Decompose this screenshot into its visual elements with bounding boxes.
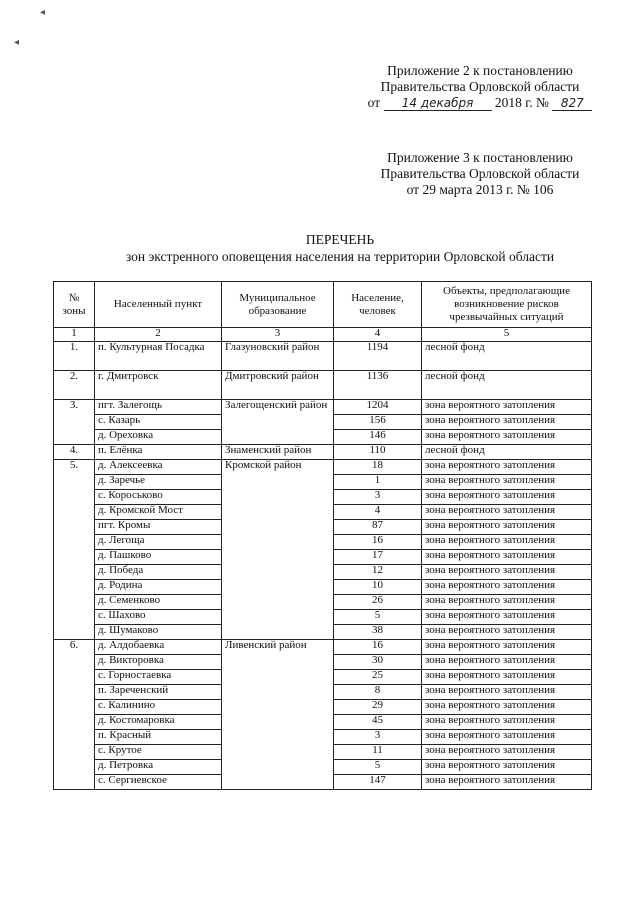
risk-object-cell: зона вероятного затопления — [422, 715, 592, 730]
municipality-cell: Ливенский район — [222, 640, 334, 790]
municipality-cell: Знаменский район — [222, 445, 334, 460]
zones-table — [53, 281, 592, 790]
table-row — [54, 445, 592, 460]
index-cell: 4 — [334, 328, 422, 342]
population-cell: 1204 — [334, 400, 422, 415]
appendix-new-line2: Правительства Орловской области — [380, 79, 580, 94]
risk-object-cell: зона вероятного затопления — [422, 490, 592, 505]
population-cell: 3 — [334, 730, 422, 745]
locality-cell: д. Шумаково — [95, 625, 222, 640]
population-cell: 110 — [334, 445, 422, 460]
appendix-new-header — [350, 63, 610, 111]
index-cell: 3 — [222, 328, 334, 342]
appendix-new-year: 2018 г. № — [494, 95, 549, 110]
risk-object-cell: зона вероятного затопления — [422, 520, 592, 535]
header-zone-no: № зоны — [54, 282, 95, 328]
risk-object-cell: зона вероятного затопления — [422, 685, 592, 700]
zone-number-cell: 5. — [54, 460, 95, 640]
population-cell: 30 — [334, 655, 422, 670]
locality-cell: д. Легоща — [95, 535, 222, 550]
risk-object-cell: зона вероятного затопления — [422, 580, 592, 595]
index-cell: 2 — [95, 328, 222, 342]
appendix-old-line1: Приложение 3 к постановлению — [387, 150, 573, 165]
table-header-row — [54, 282, 592, 328]
risk-object-cell: зона вероятного затопления — [422, 535, 592, 550]
risk-object-cell: зона вероятного затопления — [422, 460, 592, 475]
population-cell: 25 — [334, 670, 422, 685]
risk-object-cell: зона вероятного затопления — [422, 415, 592, 430]
population-cell: 17 — [334, 550, 422, 565]
population-cell: 3 — [334, 490, 422, 505]
title-heading: ПЕРЕЧЕНЬ — [305, 232, 375, 247]
locality-cell: д. Кромской Мост — [95, 505, 222, 520]
population-cell: 146 — [334, 430, 422, 445]
municipality-cell: Залегощенский район — [222, 400, 334, 445]
zone-number-cell: 3. — [54, 400, 95, 445]
population-cell: 12 — [334, 565, 422, 580]
locality-cell: д. Викторовка — [95, 655, 222, 670]
locality-cell: с. Горностаевка — [95, 670, 222, 685]
population-cell: 1136 — [334, 371, 422, 400]
risk-object-cell: зона вероятного затопления — [422, 505, 592, 520]
population-cell: 11 — [334, 745, 422, 760]
locality-cell: п. Зареченский — [95, 685, 222, 700]
population-cell: 8 — [334, 685, 422, 700]
population-cell: 1194 — [334, 342, 422, 371]
population-cell: 10 — [334, 580, 422, 595]
table-row — [54, 371, 592, 400]
locality-cell: п. Елёнка — [95, 445, 222, 460]
header-population: Население, человек — [334, 282, 422, 328]
appendix-new-line3 — [350, 95, 610, 111]
municipality-cell: Глазуновский район — [222, 342, 334, 371]
locality-cell: д. Петровка — [95, 760, 222, 775]
locality-cell: с. Крутое — [95, 745, 222, 760]
appendix-old-line3: от 29 марта 2013 г. № 106 — [406, 182, 554, 197]
population-cell: 5 — [334, 760, 422, 775]
risk-object-cell: зона вероятного затопления — [422, 775, 592, 790]
handwritten-number: 827 — [552, 97, 592, 111]
risk-object-cell: зона вероятного затопления — [422, 670, 592, 685]
risk-object-cell: зона вероятного затопления — [422, 700, 592, 715]
risk-object-cell: зона вероятного затопления — [422, 640, 592, 655]
risk-object-cell: зона вероятного затопления — [422, 565, 592, 580]
population-cell: 29 — [334, 700, 422, 715]
risk-object-cell: лесной фонд — [422, 342, 592, 371]
header-risk-objects: Объекты, предполагающие возникновение рисков чрезвычайных ситуаций — [422, 282, 592, 328]
title-subtitle: зон экстренного оповещения населения на территории Орловской области — [125, 249, 555, 264]
locality-cell: д. Алдобаевка — [95, 640, 222, 655]
risk-object-cell: зона вероятного затопления — [422, 610, 592, 625]
zone-number-cell: 4. — [54, 445, 95, 460]
population-cell: 4 — [334, 505, 422, 520]
population-cell: 38 — [334, 625, 422, 640]
municipality-cell: Дмитровский район — [222, 371, 334, 400]
locality-cell: с. Калинино — [95, 700, 222, 715]
zone-number-cell: 1. — [54, 342, 95, 371]
locality-cell: п. Красный — [95, 730, 222, 745]
locality-cell: с. Короськово — [95, 490, 222, 505]
index-cell: 1 — [54, 328, 95, 342]
table-row — [54, 460, 592, 475]
locality-cell: г. Дмитровск — [95, 371, 222, 400]
index-cell: 5 — [422, 328, 592, 342]
locality-cell: д. Ореховка — [95, 430, 222, 445]
risk-object-cell: зона вероятного затопления — [422, 760, 592, 775]
population-cell: 18 — [334, 460, 422, 475]
locality-cell: д. Алексеевка — [95, 460, 222, 475]
locality-cell: д. Победа — [95, 565, 222, 580]
handwritten-date: 14 декабря — [384, 97, 492, 111]
locality-cell: пгт. Залегощь — [95, 400, 222, 415]
locality-cell: с. Сергиевское — [95, 775, 222, 790]
risk-object-cell: зона вероятного затопления — [422, 745, 592, 760]
risk-object-cell: зона вероятного затопления — [422, 550, 592, 565]
risk-object-cell: зона вероятного затопления — [422, 730, 592, 745]
population-cell: 16 — [334, 535, 422, 550]
population-cell: 16 — [334, 640, 422, 655]
locality-cell: пгт. Кромы — [95, 520, 222, 535]
header-municipality: Муниципальное образование — [222, 282, 334, 328]
document-title — [60, 231, 620, 265]
margin-mark: ◂ — [40, 7, 46, 18]
risk-object-cell: зона вероятного затопления — [422, 430, 592, 445]
header-locality: Населенный пункт — [95, 282, 222, 328]
population-cell: 26 — [334, 595, 422, 610]
locality-cell: д. Пашково — [95, 550, 222, 565]
table-index-row — [54, 328, 592, 342]
appendix-old-line2: Правительства Орловской области — [380, 166, 580, 181]
municipality-cell: Кромской район — [222, 460, 334, 640]
risk-object-cell: зона вероятного затопления — [422, 625, 592, 640]
locality-cell: д. Костомаровка — [95, 715, 222, 730]
population-cell: 87 — [334, 520, 422, 535]
population-cell: 156 — [334, 415, 422, 430]
appendix-new-line1: Приложение 2 к постановлению — [387, 63, 573, 78]
table-row — [54, 640, 592, 655]
zone-number-cell: 6. — [54, 640, 95, 790]
locality-cell: с. Шахово — [95, 610, 222, 625]
risk-object-cell: зона вероятного затопления — [422, 655, 592, 670]
locality-cell: д. Родина — [95, 580, 222, 595]
locality-cell: с. Казарь — [95, 415, 222, 430]
locality-cell: д. Заречье — [95, 475, 222, 490]
locality-cell: п. Культурная Посадка — [95, 342, 222, 371]
table-row — [54, 400, 592, 415]
population-cell: 147 — [334, 775, 422, 790]
population-cell: 1 — [334, 475, 422, 490]
population-cell: 45 — [334, 715, 422, 730]
risk-object-cell: лесной фонд — [422, 371, 592, 400]
risk-object-cell: лесной фонд — [422, 445, 592, 460]
appendix-new-from: от — [367, 95, 381, 110]
appendix-old-header — [350, 150, 610, 198]
zone-number-cell: 2. — [54, 371, 95, 400]
population-cell: 5 — [334, 610, 422, 625]
table-row — [54, 342, 592, 371]
table-body — [54, 342, 592, 790]
risk-object-cell: зона вероятного затопления — [422, 475, 592, 490]
risk-object-cell: зона вероятного затопления — [422, 400, 592, 415]
risk-object-cell: зона вероятного затопления — [422, 595, 592, 610]
margin-mark: ◂ — [14, 37, 20, 48]
locality-cell: д. Семенково — [95, 595, 222, 610]
